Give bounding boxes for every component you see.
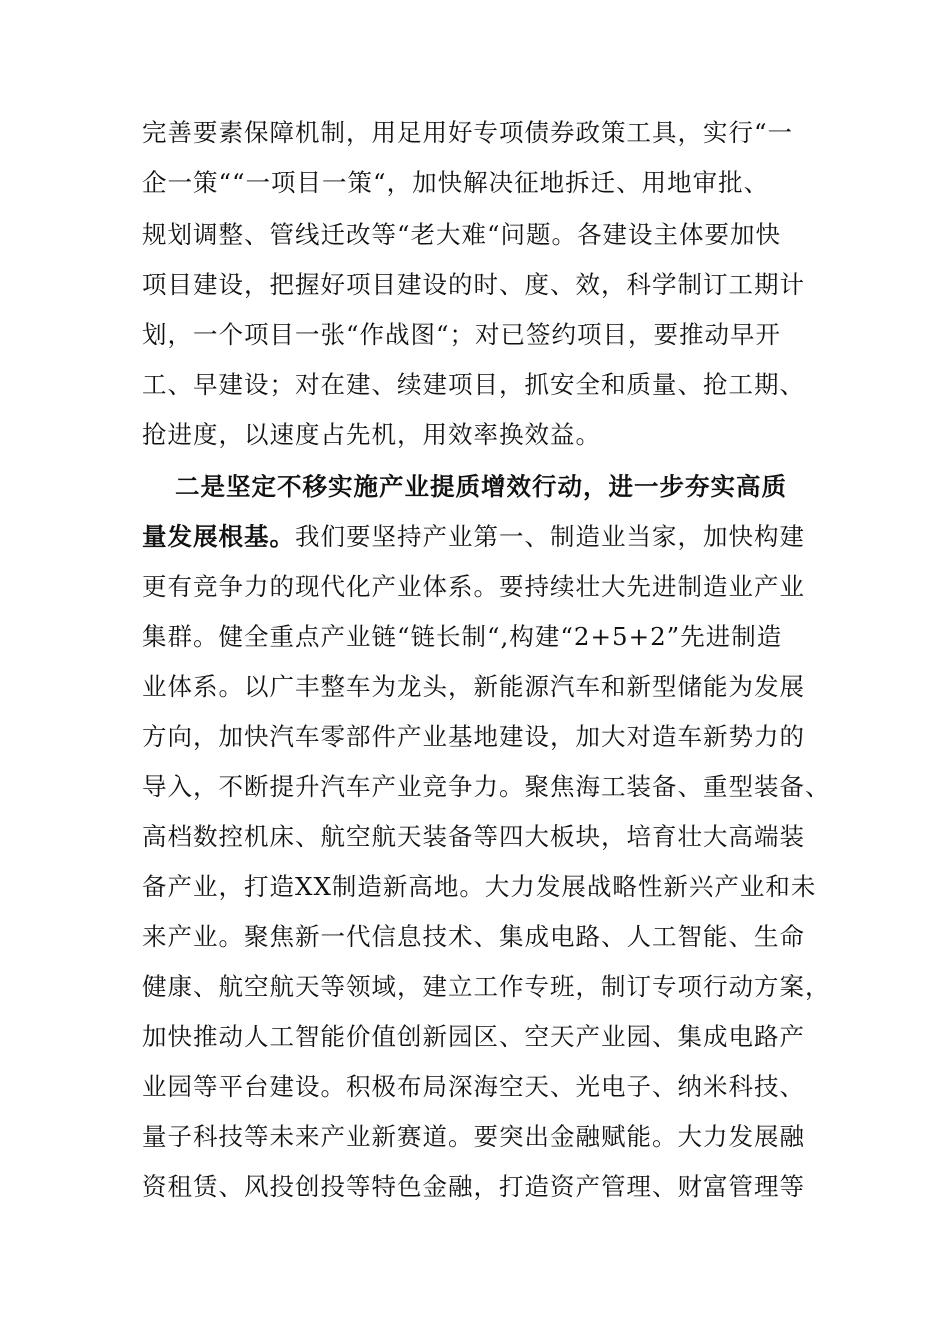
text-line: 加快推动人工智能价值创新园区、空天产业园、集成电路产 [142, 1022, 805, 1051]
text-line: 备产业，打造XX制造新高地。大力发展战略性新兴产业和未 [142, 872, 817, 901]
text-line: 更有竞争力的现代化产业体系。要持续壮大先进制造业产业 [142, 572, 805, 601]
section-heading: 二是坚定不移实施产业提质增效行动，进一步夯实高质 [175, 472, 787, 501]
text-line: 资租赁、风投创投等特色金融，打造资产管理、财富管理等 [142, 1172, 805, 1201]
text-line: 划，一个项目一张“作战图“；对已签约项目，要推动早开 [142, 320, 782, 349]
section-heading-line [175, 472, 787, 502]
text-line: 来产业。聚焦新一代信息技术、集成电路、人工智能、生命 [142, 922, 805, 951]
text-line: 高档数控机床、航空航天装备等四大板块，培育壮大高端装 [142, 822, 805, 851]
text-line: 抢进度，以速度占先机，用效率换效益。 [142, 420, 601, 449]
text-line: 量子科技等未来产业新赛道。要突出金融赋能。大力发展融 [142, 1122, 805, 1151]
section-heading: 量发展根基。 [142, 522, 295, 551]
text-line: 工、早建设；对在建、续建项目，抓安全和质量、抢工期、 [142, 370, 805, 399]
text-line: 业体系。以广丰整车为龙头，新能源汽车和新型储能为发展 [142, 672, 805, 701]
text-line: 项目建设，把握好项目建设的时、度、效，科学制订工期计 [142, 270, 805, 299]
text-line: 业园等平台建设。积极布局深海空天、光电子、纳米科技、 [142, 1072, 805, 1101]
paragraph-text: 我们要坚持产业第一、制造业当家，加快构建 [295, 522, 805, 551]
text-line: 企一策““一项目一策“，加快解决征地拆迁、用地审批、 [142, 168, 770, 197]
text-line: 导入，不断提升汽车产业竞争力。聚焦海工装备、重型装备、 [142, 772, 831, 801]
text-line: 完善要素保障机制，用足用好专项债券政策工具，实行“一 [142, 118, 794, 147]
section-heading-line [142, 522, 805, 552]
text-line: 方向，加快汽车零部件产业基地建设，加大对造车新势力的 [142, 722, 805, 751]
text-line: 集群。健全重点产业链“链长制“,构建“2+5+2”先进制造 [142, 622, 783, 651]
text-line: 健康、航空航天等领域，建立工作专班，制订专项行动方案， [142, 972, 831, 1001]
text-line: 规划调整、管线迁改等“老大难“问题。各建设主体要加快 [142, 220, 782, 249]
